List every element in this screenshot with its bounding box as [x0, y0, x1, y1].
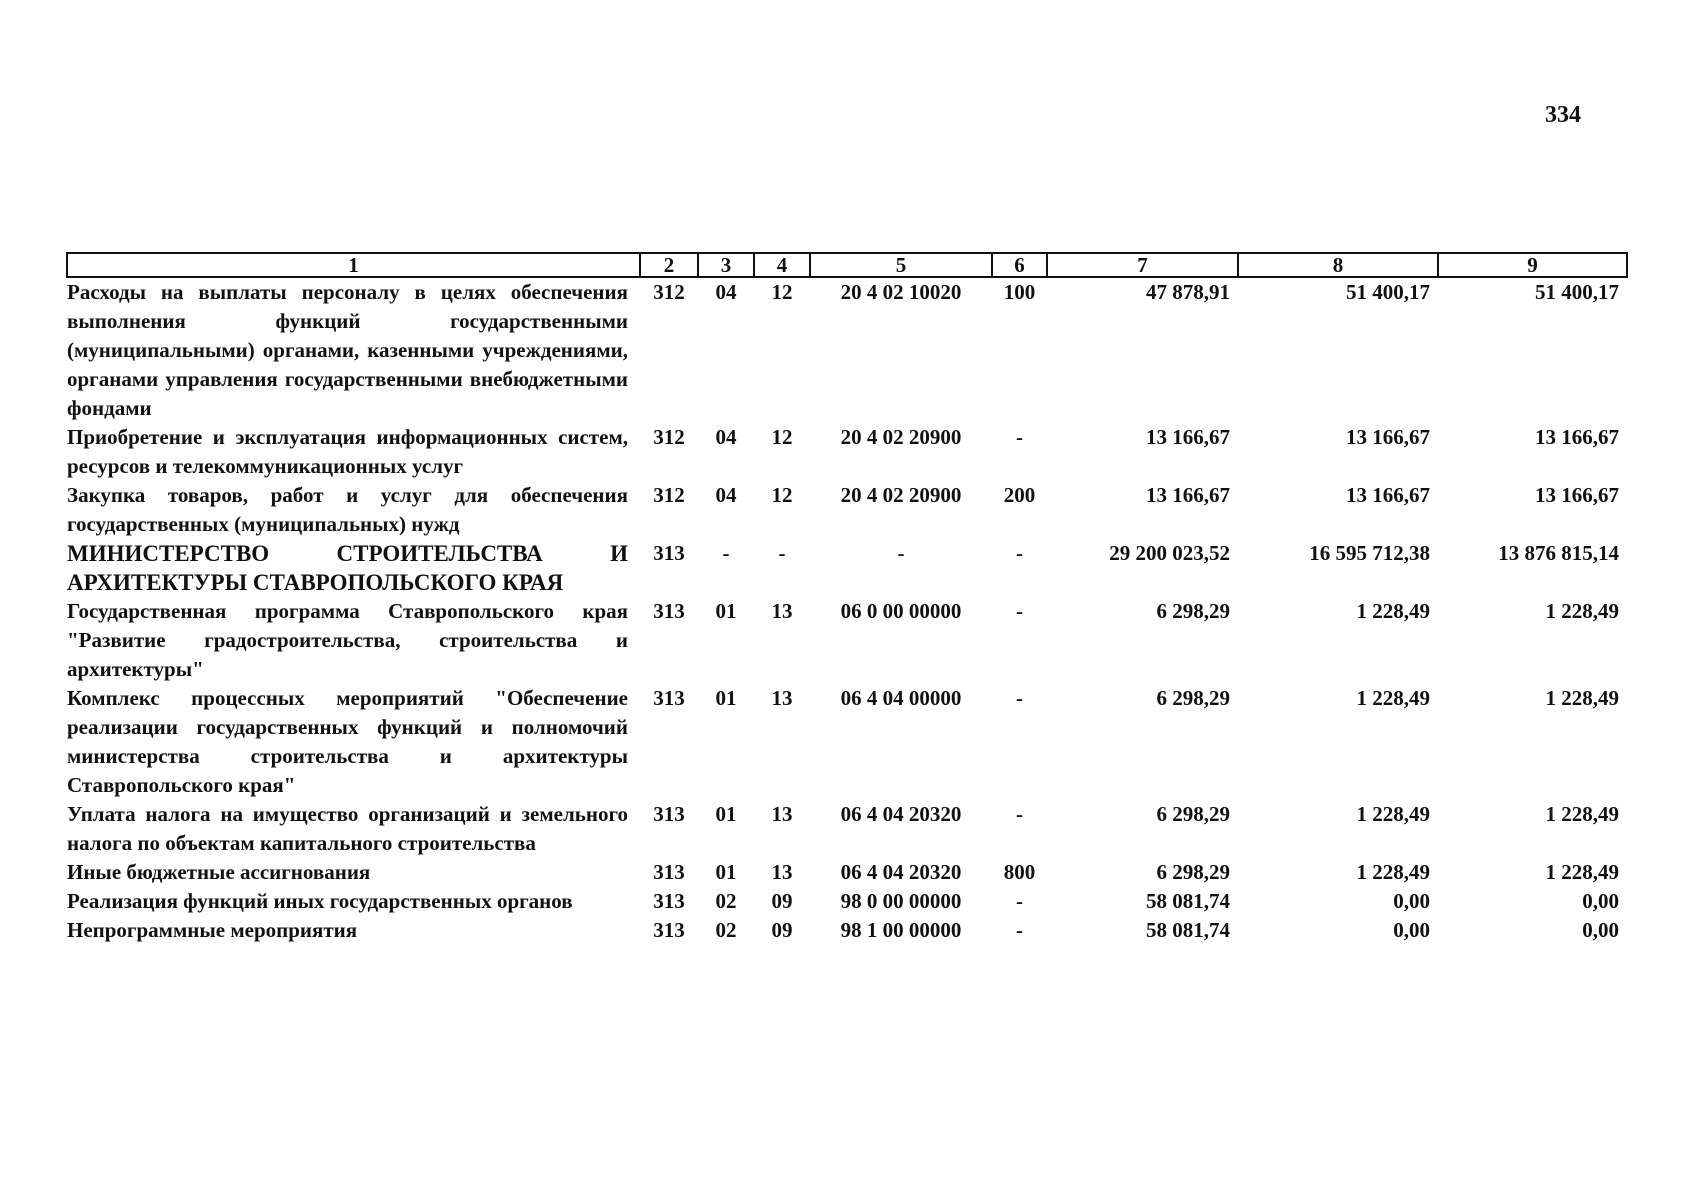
amount-column-7-cell: 13 166,67	[1146, 483, 1230, 507]
amount-column-8-cell: 51 400,17	[1346, 280, 1430, 304]
amount-column-8-cell: 0,00	[1393, 889, 1430, 913]
code-column-4-cell: 12	[771, 483, 793, 507]
code-column-5-cell: -	[897, 541, 905, 565]
code-column-2-cell: 313	[653, 918, 685, 942]
code-column-3-cell: 01	[715, 860, 737, 884]
row-name-cell: Расходы на выплаты персоналу в целях обеспечения выполнения функций государственными (муниципальными) органами, казенными учреждениями, органами управления государственными внебюджетными фондами	[67, 280, 628, 420]
column-header: 9	[1438, 253, 1627, 277]
code-column-5-cell: 20 4 02 20900	[840, 425, 962, 449]
code-column-6-cell: -	[1016, 541, 1023, 565]
code-column-2-cell: 312	[653, 425, 685, 449]
amount-column-9-cell: 1 228,49	[1545, 599, 1619, 623]
code-column-4-cell: 13	[771, 599, 793, 623]
table-row	[67, 539, 1627, 597]
code-column-4-cell: 13	[771, 802, 793, 826]
code-column-3-cell: -	[722, 541, 730, 565]
code-column-6-cell: -	[1016, 889, 1023, 913]
row-name-cell: Уплата налога на имущество организаций и земельного налога по объектам капитального строительства	[67, 802, 628, 855]
amount-column-7-cell: 58 081,74	[1146, 889, 1230, 913]
amount-column-7-cell: 58 081,74	[1146, 918, 1230, 942]
table-row	[67, 800, 1627, 858]
code-column-2-cell: 312	[653, 280, 685, 304]
amount-column-9-cell: 0,00	[1582, 918, 1619, 942]
code-column-2-cell: 313	[653, 802, 685, 826]
code-column-5-cell: 20 4 02 10020	[840, 280, 962, 304]
amount-column-9-cell: 13 166,67	[1535, 425, 1619, 449]
code-column-2-cell: 313	[653, 686, 685, 710]
code-column-6-cell: -	[1016, 918, 1023, 942]
code-column-2-cell: 313	[653, 889, 685, 913]
code-column-4-cell: 13	[771, 860, 793, 884]
amount-column-9-cell: 1 228,49	[1545, 860, 1619, 884]
code-column-3-cell: 02	[715, 889, 737, 913]
column-header: 4	[754, 253, 810, 277]
code-column-3-cell: 01	[715, 686, 737, 710]
code-column-5-cell: 06 0 00 00000	[840, 599, 962, 623]
amount-column-8-cell: 13 166,67	[1346, 425, 1430, 449]
code-column-4-cell: 12	[771, 280, 793, 304]
table-row	[67, 277, 1627, 423]
page-number: 334	[1545, 102, 1581, 128]
table-body	[67, 277, 1627, 945]
code-column-6-cell: 800	[1003, 860, 1036, 884]
column-header: 3	[698, 253, 754, 277]
code-column-4-cell: 13	[771, 686, 793, 710]
amount-column-7-cell: 6 298,29	[1156, 802, 1230, 826]
budget-table	[66, 252, 1628, 945]
code-column-6-cell: 200	[1003, 483, 1036, 507]
amount-column-9-cell: 13 166,67	[1535, 483, 1619, 507]
amount-column-9-cell: 13 876 815,14	[1498, 541, 1619, 565]
amount-column-9-cell: 1 228,49	[1545, 802, 1619, 826]
amount-column-7-cell: 47 878,91	[1146, 280, 1230, 304]
column-header: 2	[640, 253, 698, 277]
table-row	[67, 858, 1627, 887]
code-column-2-cell: 313	[653, 599, 685, 623]
code-column-6-cell: -	[1016, 599, 1023, 623]
code-column-5-cell: 06 4 04 20320	[840, 860, 962, 884]
row-name-cell: Иные бюджетные ассигнования	[67, 860, 371, 884]
row-name-cell: Государственная программа Ставропольского края "Развитие градостроительства, строительства и архитектуры"	[67, 599, 628, 681]
amount-column-8-cell: 1 228,49	[1356, 802, 1430, 826]
amount-column-9-cell: 1 228,49	[1545, 686, 1619, 710]
code-column-2-cell: 313	[653, 541, 685, 565]
row-name-cell: Непрограммные мероприятия	[67, 918, 358, 942]
table-row	[67, 916, 1627, 945]
amount-column-7-cell: 6 298,29	[1156, 686, 1230, 710]
code-column-3-cell: 04	[715, 425, 737, 449]
code-column-5-cell: 06 4 04 20320	[840, 802, 962, 826]
code-column-6-cell: -	[1016, 425, 1023, 449]
column-header: 6	[992, 253, 1047, 277]
code-column-3-cell: 04	[715, 280, 737, 304]
code-column-5-cell: 98 1 00 00000	[840, 918, 962, 942]
code-column-5-cell: 06 4 04 00000	[840, 686, 962, 710]
column-header: 7	[1047, 253, 1238, 277]
amount-column-9-cell: 0,00	[1582, 889, 1619, 913]
code-column-4-cell: 09	[771, 889, 793, 913]
amount-column-7-cell: 6 298,29	[1156, 860, 1230, 884]
column-header: 8	[1238, 253, 1438, 277]
code-column-5-cell: 20 4 02 20900	[840, 483, 962, 507]
table-row	[67, 887, 1627, 916]
code-column-4-cell: 09	[771, 918, 793, 942]
code-column-6-cell: -	[1016, 802, 1023, 826]
row-name-cell: Реализация функций иных государственных органов	[67, 889, 573, 913]
amount-column-8-cell: 13 166,67	[1346, 483, 1430, 507]
code-column-3-cell: 01	[715, 802, 737, 826]
column-header: 1	[67, 253, 640, 277]
table-row	[67, 684, 1627, 800]
amount-column-7-cell: 6 298,29	[1156, 599, 1230, 623]
table-row	[67, 481, 1627, 539]
code-column-6-cell: 100	[1003, 280, 1036, 304]
amount-column-8-cell: 0,00	[1393, 918, 1430, 942]
row-name-cell: Приобретение и эксплуатация информационных систем, ресурсов и телекоммуникационных услуг	[67, 425, 628, 478]
table-row	[67, 597, 1627, 684]
amount-column-8-cell: 1 228,49	[1356, 686, 1430, 710]
code-column-4-cell: -	[778, 541, 786, 565]
code-column-3-cell: 02	[715, 918, 737, 942]
amount-column-7-cell: 29 200 023,52	[1109, 541, 1230, 565]
amount-column-9-cell: 51 400,17	[1535, 280, 1619, 304]
row-name-cell: Комплекс процессных мероприятий "Обеспечение реализации государственных функций и полномочий министерства строительства и архитектуры Ставропольского края"	[67, 686, 628, 797]
amount-column-7-cell: 13 166,67	[1146, 425, 1230, 449]
code-column-4-cell: 12	[771, 425, 793, 449]
amount-column-8-cell: 16 595 712,38	[1309, 541, 1430, 565]
row-name-cell: Закупка товаров, работ и услуг для обеспечения государственных (муниципальных) нужд	[67, 483, 628, 536]
amount-column-8-cell: 1 228,49	[1356, 599, 1430, 623]
code-column-5-cell: 98 0 00 00000	[840, 889, 962, 913]
column-header: 5	[810, 253, 992, 277]
code-column-6-cell: -	[1016, 686, 1023, 710]
code-column-3-cell: 01	[715, 599, 737, 623]
row-name-cell: МИНИСТЕРСТВО СТРОИТЕЛЬСТВА И АРХИТЕКТУРЫ СТАВРОПОЛЬСКОГО КРАЯ	[67, 541, 628, 595]
table-row	[67, 423, 1627, 481]
amount-column-8-cell: 1 228,49	[1356, 860, 1430, 884]
code-column-2-cell: 313	[653, 860, 685, 884]
table-header-row	[67, 253, 1627, 277]
code-column-2-cell: 312	[653, 483, 685, 507]
code-column-3-cell: 04	[715, 483, 737, 507]
